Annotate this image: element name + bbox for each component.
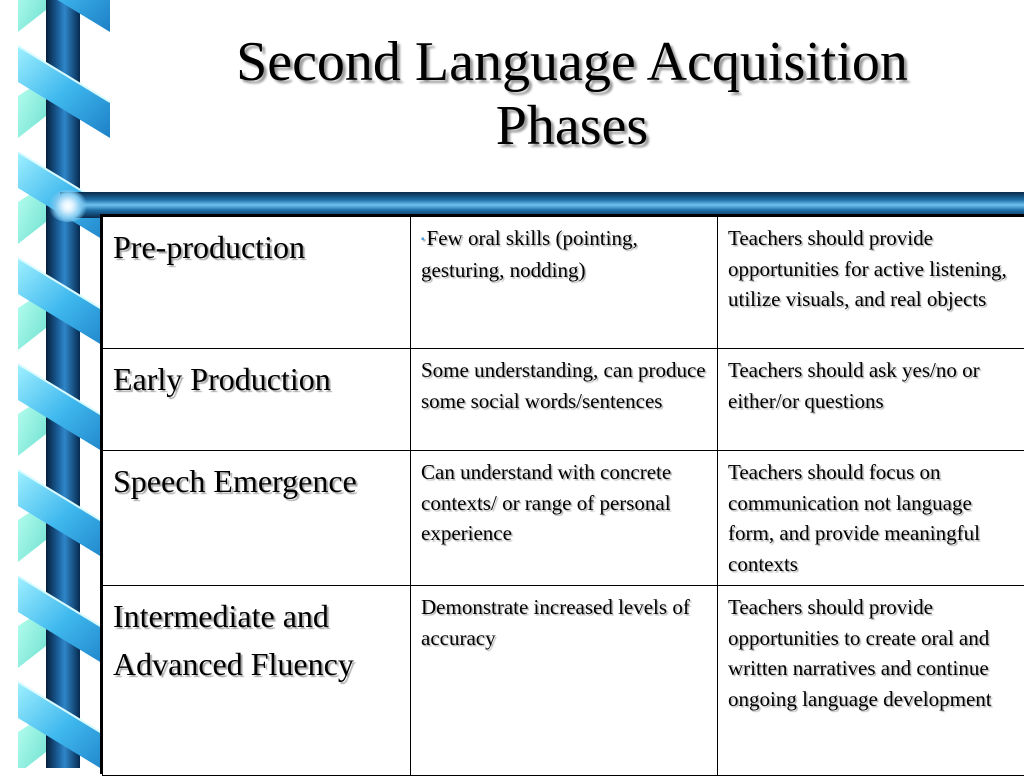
teacher-cell — [718, 349, 1024, 451]
table-row — [103, 217, 1024, 349]
phase-name: Speech Emergence — [113, 457, 402, 505]
title-divider-bar — [60, 192, 1024, 218]
table-row — [103, 349, 1024, 451]
characteristics-text: Demonstrate increased levels of accuracy — [421, 592, 709, 653]
phase-cell — [103, 349, 411, 451]
characteristics-cell — [411, 586, 718, 776]
table-row — [103, 451, 1024, 586]
slide-title — [120, 30, 1024, 158]
ribbon-graphic — [0, 0, 112, 768]
characteristics-text: Some understanding, can produce some social words/sentences — [421, 355, 709, 416]
teacher-text: Teachers should focus on communication not language form, and provide meaningful contexts — [728, 457, 1016, 579]
teacher-text: Teachers should provide opportunities to create oral and written narratives and continue ongoing language development — [728, 592, 1016, 714]
characteristics-cell — [411, 217, 718, 349]
phase-cell — [103, 586, 411, 776]
teacher-cell — [718, 451, 1024, 586]
bullet-icon: ▪ — [421, 234, 425, 245]
teacher-cell — [718, 586, 1024, 776]
characteristics-cell — [411, 349, 718, 451]
ribbon-decoration — [0, 0, 112, 768]
characteristics-text: Can understand with concrete contexts/ or range of personal experience — [421, 457, 709, 549]
characteristics-text: Few oral skills (pointing, gesturing, nodding) — [421, 226, 638, 282]
phase-name: Early Production — [113, 355, 402, 403]
phase-name: Pre-production — [113, 223, 402, 271]
divider-knob — [48, 190, 88, 222]
phase-cell — [103, 451, 411, 586]
characteristics-text-wrap — [421, 223, 709, 286]
teacher-text: Teachers should ask yes/no or either/or questions — [728, 355, 1016, 416]
phases-table — [102, 216, 1024, 776]
title-line-1: Second Language Acquisition — [120, 30, 1024, 94]
table-row — [103, 586, 1024, 776]
title-line-2: Phases — [120, 94, 1024, 158]
characteristics-cell — [411, 451, 718, 586]
phase-cell — [103, 217, 411, 349]
ribbon-band-back — [18, 0, 46, 32]
teacher-cell — [718, 217, 1024, 349]
teacher-text: Teachers should provide opportunities for active listening, utilize visuals, and real objects — [728, 223, 1016, 315]
phase-name: Intermediate and Advanced Fluency — [113, 592, 402, 688]
